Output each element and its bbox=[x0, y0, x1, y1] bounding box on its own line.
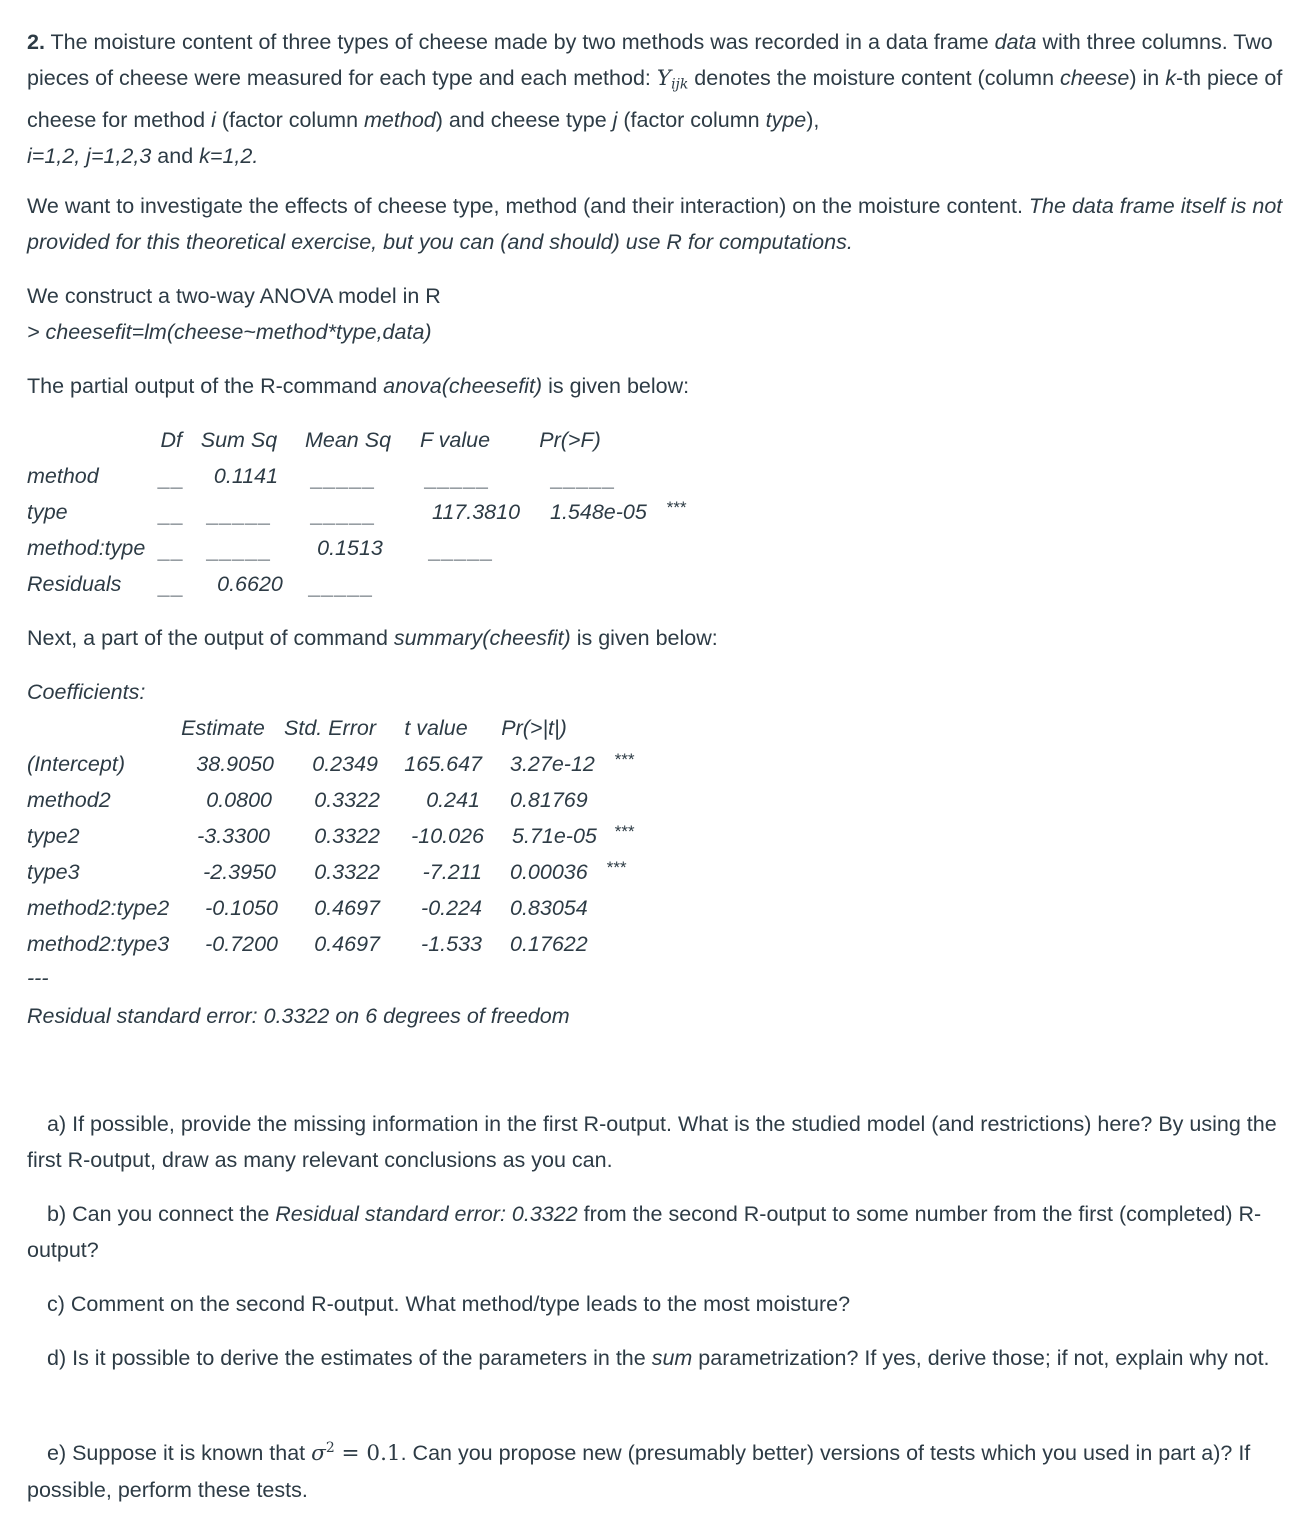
goal-text: We want to investigate the effects of cheese type, method (and their interaction) on the moisture content. bbox=[27, 194, 1029, 218]
coef-stderror: 0.3322 bbox=[314, 824, 380, 848]
question-b: b) Can you connect the Residual standard error: 0.3322 from the second R-output to some number from the first (completed) R-output? bbox=[27, 1202, 1262, 1262]
intro-text: method bbox=[364, 108, 436, 133]
y-ijk-symbol: $Y_{ijk}$ bbox=[656, 66, 689, 93]
coef-pvalue: 0.17622 bbox=[510, 932, 588, 956]
intro-text: (factor column bbox=[215, 108, 365, 133]
intro-text: denotes the moisture content (column bbox=[688, 66, 1061, 90]
anova-cell-df: __ bbox=[159, 467, 185, 491]
coef-pvalue: 3.27e-12 bbox=[510, 752, 595, 776]
anova-cell-sumsq: 0.1141 bbox=[213, 464, 279, 488]
coef-row-name: method2:type3 bbox=[27, 932, 170, 956]
coef-pvalue: 0.81769 bbox=[510, 788, 588, 812]
anova-cell-meansq: 0.1513 bbox=[317, 536, 383, 560]
intro-text: type bbox=[765, 108, 807, 133]
intro-text: k=1,2. bbox=[199, 144, 259, 169]
anova-cell-meansq: _____ bbox=[311, 467, 377, 491]
anova-cell-fvalue: _____ bbox=[425, 467, 491, 491]
question-c: c) Comment on the second R-output. What method/type leads to the most moisture? bbox=[47, 1292, 851, 1316]
coef-estimate: 0.0800 bbox=[206, 788, 272, 812]
intro-text: data bbox=[994, 30, 1037, 54]
anova-row-name: type bbox=[27, 500, 68, 524]
anova-row-name: method:type bbox=[27, 536, 146, 560]
coef-tvalue: -7.211 bbox=[422, 860, 482, 884]
summary-intro: Next, a part of the output of command summary(cheesfit) is given below: bbox=[27, 626, 718, 650]
intro-text: ), bbox=[806, 108, 820, 133]
anova-cell-pvalue: 1.548e-05 bbox=[550, 500, 647, 524]
coef-row-name: type3 bbox=[27, 860, 80, 884]
construct-paragraph bbox=[27, 278, 1289, 350]
coef-stderror: 0.3322 bbox=[314, 788, 380, 812]
intro-text: i bbox=[211, 108, 216, 133]
anova-cell-fvalue: _____ bbox=[429, 539, 495, 563]
anova-row-name: method bbox=[27, 464, 99, 488]
intro-text: i=1,2, j=1,2,3 bbox=[27, 144, 152, 169]
significance-stars: *** bbox=[614, 750, 634, 769]
anova-header-meansq: Mean Sq bbox=[304, 428, 392, 452]
coef-tvalue: -0.224 bbox=[421, 896, 482, 920]
anova-cell-meansq: _____ bbox=[309, 575, 375, 599]
anova-cell-meansq: _____ bbox=[311, 503, 377, 527]
coef-stderror: 0.3322 bbox=[314, 860, 380, 884]
anova-header-fvalue: F value bbox=[419, 428, 491, 452]
intro-text: -th piece of cheese for method bbox=[27, 66, 1283, 133]
anova-cell-sumsq: 0.6620 bbox=[217, 572, 283, 596]
coef-stderror: 0.2349 bbox=[312, 752, 378, 776]
r-command: > cheesefit=lm(cheese~method*type,data) bbox=[27, 320, 432, 344]
intro-text: with three columns. Two pieces of cheese were measured for each type and each method: bbox=[27, 30, 1273, 90]
question-d: d) Is it possible to derive the estimates of the parameters in the sum parametrization? If yes, derive those; if not, explain why not. bbox=[47, 1346, 1270, 1370]
coef-pvalue: 5.71e-05 bbox=[512, 824, 597, 848]
residual-standard-error: Residual standard error: 0.3322 on 6 degrees of freedom bbox=[27, 1004, 570, 1028]
anova-cell-fvalue: 117.3810 bbox=[431, 500, 521, 524]
goal-paragraph bbox=[27, 188, 1289, 260]
intro-text: ) in bbox=[1129, 66, 1166, 90]
anova-cell-df: __ bbox=[159, 539, 185, 563]
anova-cell-sumsq: _____ bbox=[207, 539, 273, 563]
coef-row-name: type2 bbox=[27, 824, 80, 848]
coef-tvalue: -10.026 bbox=[411, 824, 484, 848]
coef-header-tvalue: t value bbox=[404, 716, 468, 740]
intro-text: j bbox=[612, 108, 618, 133]
anova-header-df: Df bbox=[160, 428, 182, 452]
anova-cell-df: __ bbox=[159, 503, 185, 527]
coef-header-pvalue: Pr(>|t|) bbox=[501, 716, 567, 740]
coef-estimate: 38.9050 bbox=[196, 752, 274, 776]
coef-row-name: (Intercept) bbox=[27, 752, 125, 776]
intro-text: ) and cheese type bbox=[435, 108, 613, 133]
coef-pvalue: 0.00036 bbox=[510, 860, 588, 884]
coef-estimate: -3.3300 bbox=[197, 824, 270, 848]
intro-text: The moisture content of three types of cheese made by two methods was recorded in a data frame bbox=[44, 30, 995, 54]
anova-cell-df: __ bbox=[159, 575, 185, 599]
anova-row-name: Residuals bbox=[27, 572, 122, 596]
intro-text: cheese bbox=[1060, 66, 1130, 90]
significance-stars: *** bbox=[666, 498, 686, 517]
coef-header-estimate: Estimate bbox=[181, 716, 265, 740]
intro-text: and bbox=[151, 144, 200, 169]
coef-row-name: method2 bbox=[27, 788, 111, 812]
intro-paragraph bbox=[27, 24, 1289, 174]
question-e: e) Suppose it is known that $\sigma^2 = 0.1$. Can you propose new (presumably better) versions of tests which you used in part a)? If possible, perform these tests. bbox=[27, 1440, 1251, 1503]
intro-text: k bbox=[1165, 66, 1176, 90]
intro-text: (factor column bbox=[617, 108, 766, 133]
coef-stderror: 0.4697 bbox=[314, 932, 380, 956]
coefficients-title: Coefficients: bbox=[27, 680, 146, 704]
coef-tvalue: 0.241 bbox=[426, 788, 480, 812]
sigma-squared-equation: $\sigma^2 = 0.1$ bbox=[311, 1440, 401, 1467]
anova-cell-sumsq: _____ bbox=[207, 503, 273, 527]
anova-intro: The partial output of the R-command anova(cheesefit) is given below: bbox=[27, 374, 690, 398]
coef-tvalue: 165.647 bbox=[404, 752, 482, 776]
significance-stars: *** bbox=[614, 822, 634, 841]
coef-tvalue: -1.533 bbox=[421, 932, 482, 956]
significance-stars: *** bbox=[606, 858, 626, 877]
goal-note: The data frame itself is not provided for this theoretical exercise, but you can (and should) use R for computations. bbox=[27, 194, 1283, 254]
exercise-number: 2. bbox=[27, 30, 45, 54]
coef-header-stderror: Std. Error bbox=[284, 716, 376, 740]
separator: --- bbox=[27, 966, 49, 990]
question-a: a) If possible, provide the missing information in the first R-output. What is the studied model (and restrictions) here? By using the first R-output, draw as many relevant conclusions as you can. bbox=[27, 1112, 1277, 1172]
anova-header-sumsq: Sum Sq bbox=[200, 428, 278, 452]
coef-row-name: method2:type2 bbox=[27, 896, 170, 920]
coef-estimate: -2.3950 bbox=[203, 860, 276, 884]
coef-estimate: -0.7200 bbox=[205, 932, 278, 956]
anova-header-pvalue: Pr(>F) bbox=[539, 428, 601, 452]
construct-text: We construct a two-way ANOVA model in R bbox=[27, 284, 441, 308]
coef-stderror: 0.4697 bbox=[314, 896, 380, 920]
coef-pvalue: 0.83054 bbox=[510, 896, 588, 920]
coef-estimate: -0.1050 bbox=[205, 896, 278, 920]
anova-cell-pvalue: _____ bbox=[551, 467, 617, 491]
